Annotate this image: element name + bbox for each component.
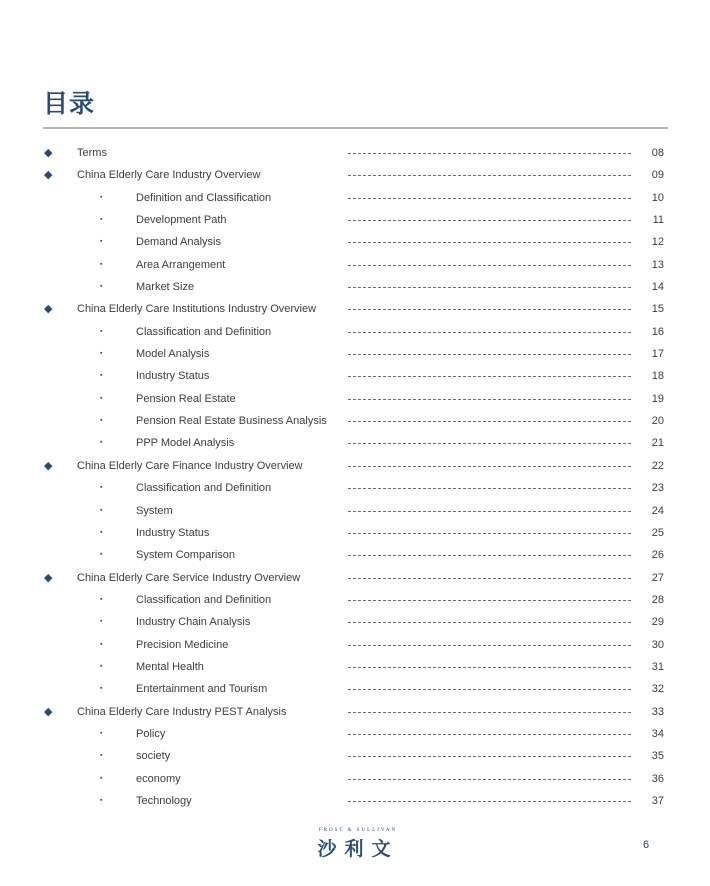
toc-entry[interactable] [0, 231, 710, 253]
square-bullet-icon: ▪ [100, 216, 103, 224]
toc-entry[interactable] [0, 500, 710, 522]
toc-entry[interactable] [0, 477, 710, 499]
toc-entry[interactable] [0, 790, 710, 812]
dotted-leader [348, 153, 631, 154]
toc-entry-label: Classification and Definition [136, 593, 272, 606]
toc-entry[interactable] [0, 634, 710, 656]
dotted-leader [348, 712, 631, 713]
toc-entry[interactable] [0, 298, 710, 320]
toc-entry-page: 24 [651, 504, 664, 517]
dotted-leader [348, 689, 631, 690]
toc-entry-label: Pension Real Estate Business Analysis [136, 415, 327, 428]
toc-entry[interactable] [0, 701, 710, 723]
toc-entry-page: 09 [651, 169, 664, 182]
logo-chinese-name: 沙利文 [317, 838, 399, 860]
square-bullet-icon: ▪ [100, 640, 103, 648]
toc-entry-label: society [136, 750, 171, 763]
toc-entry[interactable] [0, 343, 710, 365]
toc-entry-label: Terms [77, 147, 107, 159]
square-bullet-icon: ▪ [100, 528, 103, 536]
toc-entry[interactable] [0, 544, 710, 566]
toc-entry-page: 17 [651, 348, 664, 361]
toc-entry[interactable] [0, 723, 710, 745]
toc-entry-page: 34 [651, 727, 664, 740]
dotted-leader [348, 622, 631, 623]
toc-entry-label: Market Size [136, 281, 195, 294]
toc-entry-page: 36 [651, 772, 664, 785]
toc-entry-page: 37 [651, 794, 664, 807]
toc-entry-label: China Elderly Care Service Industry Overview [77, 571, 301, 584]
table-of-contents [0, 142, 710, 812]
dotted-leader [348, 578, 631, 579]
diamond-bullet-icon: ◆ [44, 705, 53, 718]
square-bullet-icon: ▪ [100, 327, 103, 335]
toc-entry[interactable] [0, 455, 710, 477]
square-bullet-icon: ▪ [100, 796, 103, 804]
toc-entry-page: 32 [651, 683, 664, 696]
dotted-leader [348, 198, 631, 199]
toc-entry-label: System [136, 504, 173, 517]
dotted-leader [348, 533, 631, 534]
toc-entry-label: China Elderly Care Industry Overview [77, 169, 261, 182]
toc-entry-page: 25 [651, 526, 664, 539]
square-bullet-icon: ▪ [100, 729, 103, 737]
dotted-leader [348, 242, 631, 243]
toc-entry[interactable] [0, 611, 710, 633]
square-bullet-icon: ▪ [100, 551, 103, 559]
dotted-leader [348, 220, 631, 221]
frost-sullivan-logo [308, 828, 408, 861]
toc-entry-label: Definition and Classification [136, 191, 272, 204]
dotted-leader [348, 734, 631, 735]
toc-entry-page: 21 [651, 437, 664, 450]
toc-entry[interactable] [0, 410, 710, 432]
square-bullet-icon: ▪ [100, 394, 103, 402]
toc-entry-label: Demand Analysis [136, 236, 221, 249]
page-title: 目录 [43, 89, 96, 118]
toc-entry-label: Industry Chain Analysis [136, 616, 251, 629]
toc-entry[interactable] [0, 656, 710, 678]
toc-entry-page: 23 [651, 482, 664, 495]
toc-entry-page: 10 [651, 191, 664, 204]
logo-wordmark: FROST & SULLIVAN [318, 828, 398, 833]
toc-entry-page: 26 [651, 549, 664, 562]
toc-entry-page: 28 [651, 593, 664, 606]
square-bullet-icon: ▪ [100, 439, 103, 447]
toc-entry-page: 12 [651, 236, 664, 249]
toc-entry-label: Entertainment and Tourism [136, 683, 268, 696]
toc-entry-label: Policy [136, 727, 166, 740]
toc-entry-label: China Elderly Care Industry PEST Analysis [77, 705, 287, 718]
toc-entry-label: Technology [136, 794, 192, 807]
toc-entry-label: PPP Model Analysis [136, 437, 235, 450]
toc-entry-label: China Elderly Care Institutions Industry Overview [77, 303, 317, 316]
dotted-leader [348, 287, 631, 288]
toc-entry[interactable] [0, 209, 710, 231]
toc-entry-page: 27 [651, 571, 664, 584]
toc-entry-label: Classification and Definition [136, 325, 272, 338]
toc-entry[interactable] [0, 745, 710, 767]
diamond-bullet-icon: ◆ [44, 169, 53, 182]
toc-entry[interactable] [0, 142, 710, 164]
toc-entry[interactable] [0, 164, 710, 186]
toc-entry[interactable] [0, 254, 710, 276]
square-bullet-icon: ▪ [100, 260, 103, 268]
toc-entry[interactable] [0, 522, 710, 544]
toc-entry-page: 19 [651, 392, 664, 405]
toc-entry-label: Industry Status [136, 370, 210, 383]
toc-entry[interactable] [0, 678, 710, 700]
diamond-bullet-icon: ◆ [44, 147, 53, 159]
dotted-leader [348, 354, 631, 355]
square-bullet-icon: ▪ [100, 238, 103, 246]
toc-entry-page: 30 [651, 638, 664, 651]
square-bullet-icon: ▪ [100, 283, 103, 291]
toc-entry[interactable] [0, 388, 710, 410]
toc-entry-page: 31 [651, 660, 664, 673]
toc-entry-page: 13 [651, 258, 664, 271]
toc-entry-label: Precision Medicine [136, 638, 229, 651]
dotted-leader [348, 265, 631, 266]
square-bullet-icon: ▪ [100, 372, 103, 380]
toc-entry-label: Area Arrangement [136, 258, 226, 271]
square-bullet-icon: ▪ [100, 417, 103, 425]
square-bullet-icon: ▪ [100, 595, 103, 603]
square-bullet-icon: ▪ [100, 752, 103, 760]
dotted-leader [348, 399, 631, 400]
square-bullet-icon: ▪ [100, 350, 103, 358]
dotted-leader [348, 443, 631, 444]
dotted-leader [348, 376, 631, 377]
diamond-bullet-icon: ◆ [44, 571, 53, 584]
toc-entry[interactable] [0, 567, 710, 589]
toc-entry-label: Pension Real Estate [136, 392, 236, 405]
toc-entry[interactable] [0, 365, 710, 387]
square-bullet-icon: ▪ [100, 506, 103, 514]
dotted-leader [348, 555, 631, 556]
toc-entry-page: 20 [651, 415, 664, 428]
toc-entry[interactable] [0, 589, 710, 611]
toc-entry-label: Classification and Definition [136, 482, 272, 495]
toc-entry-label: Industry Status [136, 526, 210, 539]
dotted-leader [348, 667, 631, 668]
square-bullet-icon: ▪ [100, 484, 103, 492]
toc-entry[interactable] [0, 276, 710, 298]
square-bullet-icon: ▪ [100, 662, 103, 670]
dotted-leader [348, 488, 631, 489]
toc-entry-label: economy [136, 772, 181, 785]
square-bullet-icon: ▪ [100, 618, 103, 626]
toc-entry[interactable] [0, 432, 710, 454]
page-number: 6 [643, 839, 650, 851]
toc-entry-page: 33 [651, 705, 664, 718]
dotted-leader [348, 421, 631, 422]
toc-entry-label: Model Analysis [136, 348, 210, 361]
dotted-leader [348, 756, 631, 757]
dotted-leader [348, 600, 631, 601]
square-bullet-icon: ▪ [100, 685, 103, 693]
toc-entry[interactable] [0, 187, 710, 209]
toc-entry-page: 35 [651, 750, 664, 763]
dotted-leader [348, 309, 631, 310]
toc-entry-page: 14 [651, 281, 664, 294]
diamond-bullet-icon: ◆ [44, 459, 53, 472]
dotted-leader [348, 779, 631, 780]
toc-entry-page: 08 [651, 147, 664, 159]
dotted-leader [348, 175, 631, 176]
toc-entry-label: Mental Health [136, 660, 204, 673]
dotted-leader [348, 466, 631, 467]
dotted-leader [348, 511, 631, 512]
toc-entry[interactable] [0, 768, 710, 790]
dotted-leader [348, 801, 631, 802]
diamond-bullet-icon: ◆ [44, 303, 53, 316]
toc-entry-label: Development Path [136, 214, 227, 227]
toc-entry-label: System Comparison [136, 549, 236, 562]
toc-entry[interactable] [0, 321, 710, 343]
toc-entry-page: 29 [651, 616, 664, 629]
toc-entry-page: 15 [651, 303, 664, 316]
dotted-leader [348, 645, 631, 646]
toc-entry-page: 18 [651, 370, 664, 383]
toc-entry-page: 22 [651, 459, 664, 472]
toc-entry-page: 16 [651, 325, 664, 338]
title-divider [43, 127, 668, 129]
toc-entry-page: 11 [652, 214, 664, 227]
square-bullet-icon: ▪ [100, 774, 103, 782]
square-bullet-icon: ▪ [100, 193, 103, 201]
dotted-leader [348, 332, 631, 333]
toc-entry-label: China Elderly Care Finance Industry Overview [77, 459, 303, 472]
